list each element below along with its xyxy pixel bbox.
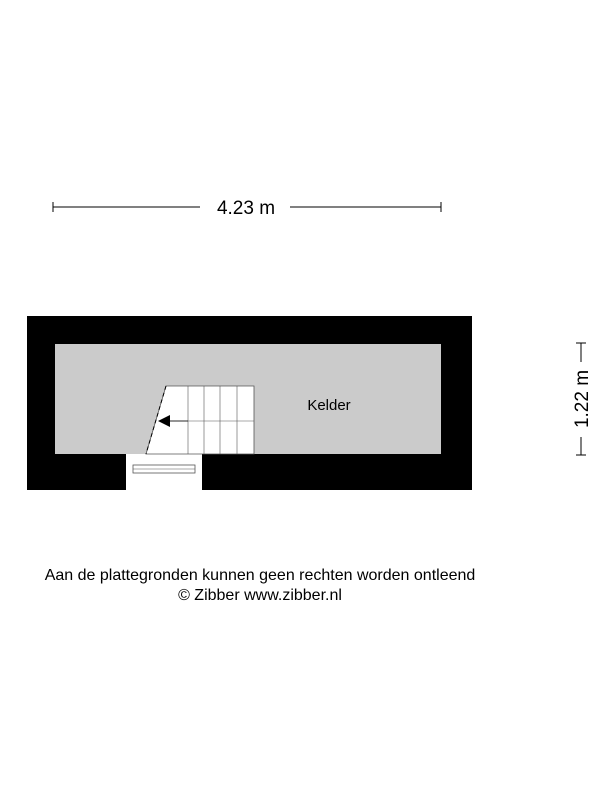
height-dimension [572,343,593,455]
copyright-text: © Zibber www.zibber.nl [178,587,342,604]
width-dimension [53,198,441,219]
height-dimension-label: 1.22 m [572,369,593,429]
room-label-kelder: Kelder [307,397,351,414]
width-dimension-label: 4.23 m [216,198,276,219]
stair-opening [126,454,202,490]
disclaimer-text: Aan de plattegronden kunnen geen rechten worden ontleend [44,567,476,584]
